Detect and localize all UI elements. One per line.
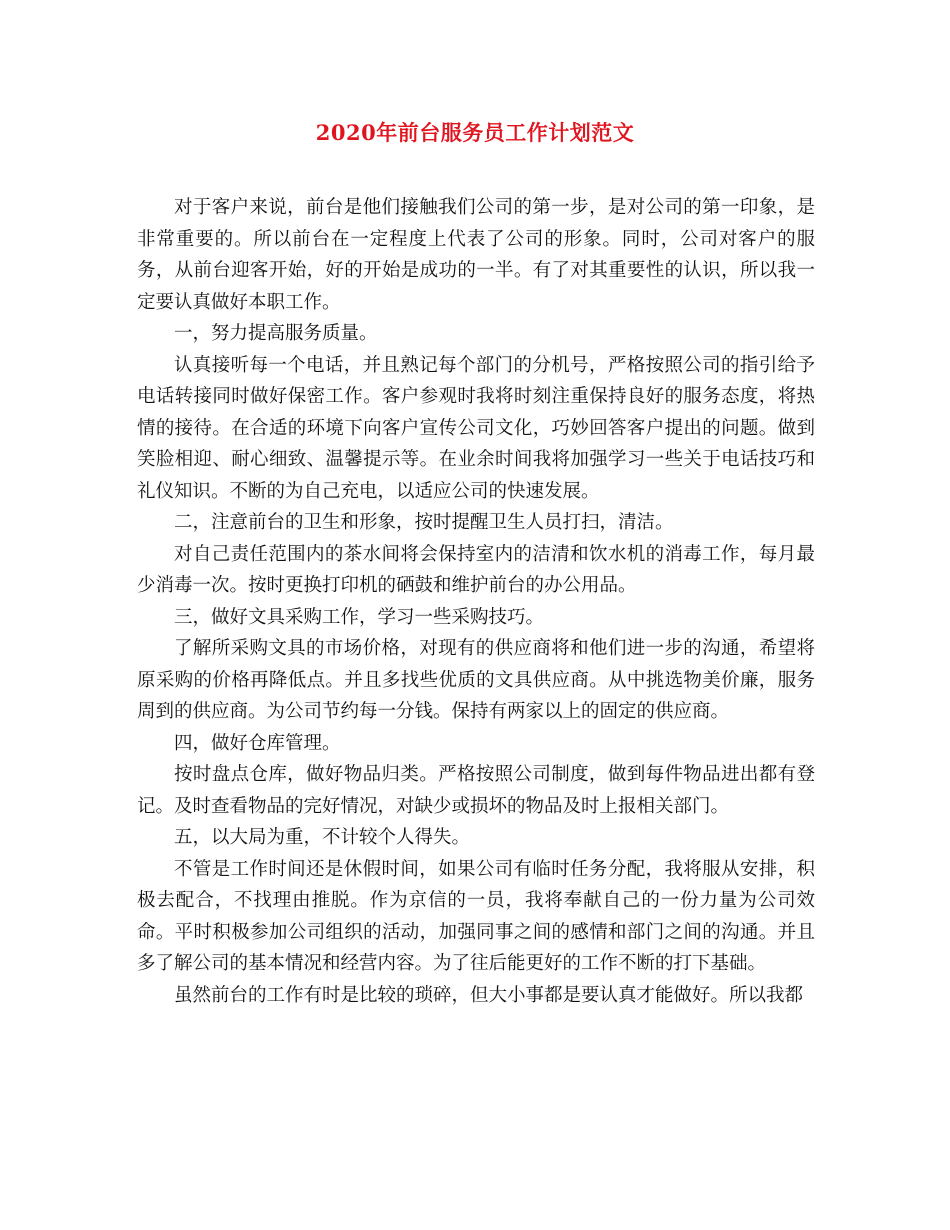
paragraph-5: 不管是工作时间还是休假时间，如果公司有临时任务分配，我将服从安排，积极去配合，不找理由推脱。作为京信的一员，我将奉献自己的一份力量为公司效命。平时积极参加公司组织的活动，加强同事之间的感情和部门之间的沟通。并且多了解公司的基本情况和经营内容。为了往后能更好的工作不断的打下基础。 — [137, 858, 815, 974]
section-heading-5: 五，以大局为重，不计较个人得失。 — [174, 827, 471, 848]
document-body — [137, 192, 815, 1011]
paragraph-closing: 虽然前台的工作有时是比较的琐碎，但大小事都是要认真才能做好。所以我都 — [174, 984, 804, 1006]
paragraph-3: 了解所采购文具的市场价格，对现有的供应商将和他们进一步的沟通，希望将原采购的价格再降低点。并且多找些优质的文具供应商。从中挑选物美价廉，服务周到的供应商。为公司节约每一分钱。保持有两家以上的固定的供应商。 — [137, 638, 815, 722]
paragraph-intro: 对于客户来说，前台是他们接触我们公司的第一步，是对公司的第一印象，是非常重要的。所以前台在一定程度上代表了公司的形象。同时，公司对客户的服务，从前台迎客开始，好的开始是成功的一半。有了对其重要性的认识，所以我一定要认真做好本职工作。 — [137, 197, 815, 313]
section-heading-3: 三，做好文具采购工作，学习一些采购技巧。 — [174, 606, 545, 628]
paragraph-4: 按时盘点仓库，做好物品归类。严格按照公司制度，做到每件物品进出都有登记。及时查看物品的完好情况，对缺少或损坏的物品及时上报相关部门。 — [137, 764, 815, 817]
paragraph-1: 认真接听每一个电话，并且熟记每个部门的分机号，严格按照公司的指引给予电话转接同时做好保密工作。客户参观时我将时刻注重保持良好的服务态度，将热情的接待。在合适的环境下向客户宣传公司文化，巧妙回答客户提出的问题。做到笑脸相迎、耐心细致、温馨提示等。在业余时间我将加强学习一些关于电话技巧和礼仪知识。不断的为自己充电，以适应公司的快速发展。 — [137, 354, 815, 502]
section-heading-4: 四，做好仓库管理。 — [174, 732, 341, 754]
paragraph-2: 对自己责任范围内的茶水间将会保持室内的洁清和饮水机的消毒工作，每月最少消毒一次。按时更换打印机的硒鼓和维护前台的办公用品。 — [137, 543, 815, 596]
document-title: 2020年前台服务员工作计划范文 — [315, 120, 635, 145]
section-heading-1: 一，努力提高服务质量。 — [174, 323, 378, 344]
section-heading-2: 二，注意前台的卫生和形象，按时提醒卫生人员打扫，清洁。 — [174, 512, 674, 533]
